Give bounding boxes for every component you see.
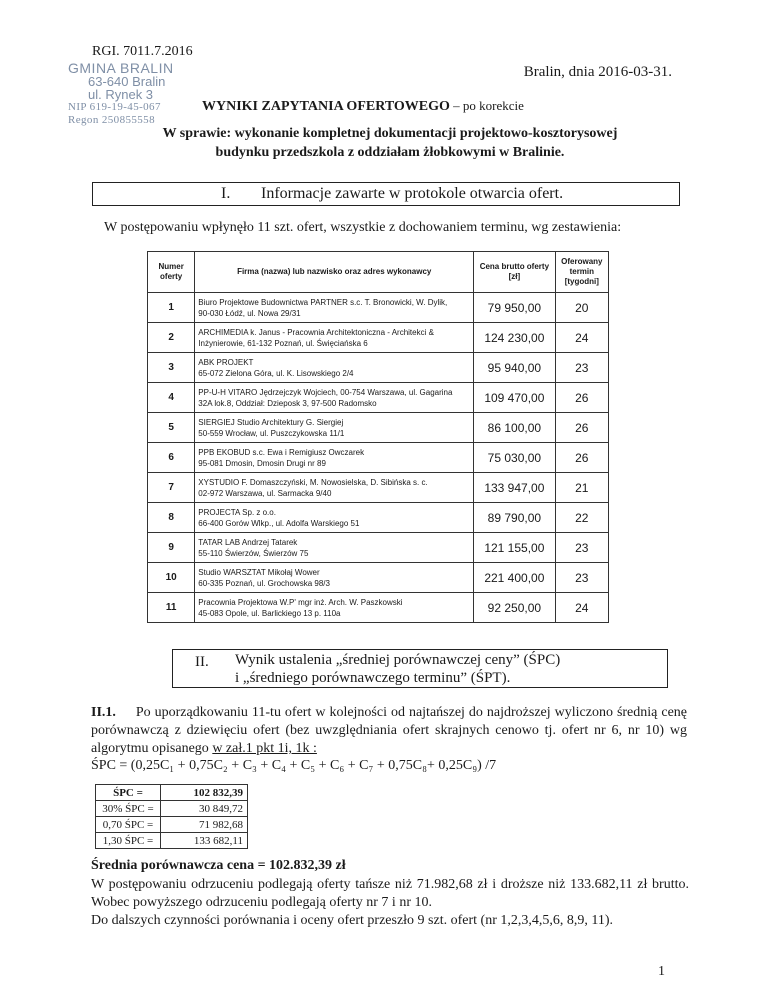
offer-firm [195, 443, 474, 473]
section-2-paragraph [91, 704, 687, 758]
section-1-intro: W postępowaniu wpłynęło 11 szt. ofert, wszystkie z dochowaniem terminu, wg zestawienia: [104, 220, 622, 235]
offer-number: 4 [148, 383, 195, 413]
firm-line: 02-972 Warszawa, ul. Sarmacka 9/40 [198, 488, 332, 498]
header-price: Cena brutto oferty [zł] [474, 252, 556, 293]
offer-term: 20 [555, 293, 608, 323]
stamp-line: GMINA BRALIN [68, 60, 174, 76]
offer-firm [195, 563, 474, 593]
spc-value: 30 849,72 [161, 801, 248, 817]
offer-term: 21 [555, 473, 608, 503]
section-1-heading [92, 182, 680, 206]
table-row [148, 593, 609, 623]
offer-number: 8 [148, 503, 195, 533]
firm-line: 32A lok.8, Oddział: Dzieposk 3, 97-500 Radomsko [198, 398, 377, 408]
subject-line: W sprawie: wykonanie kompletnej dokumentacji projektowo-kosztorysowej [162, 126, 618, 141]
offer-number: 5 [148, 413, 195, 443]
table-row [148, 413, 609, 443]
spc-label: 0,70 ŚPC = [96, 817, 161, 833]
offer-price: 89 790,00 [474, 503, 556, 533]
offer-term: 26 [555, 443, 608, 473]
document-title [202, 98, 524, 115]
firm-line: ARCHIMEDIA k. Janus - Pracownia Architektoniczna - Architekci & [198, 327, 434, 337]
offer-firm [195, 293, 474, 323]
offer-firm [195, 473, 474, 503]
firm-line: PP-U-H VITARO Jędrzejczyk Wojciech, 00-754 Warszawa, ul. Gagarina [198, 387, 453, 397]
spc-row [96, 801, 248, 817]
firm-line: SIERGIEJ Studio Architektury G. Siergiej [198, 417, 344, 427]
spc-label: ŚPC = [96, 785, 161, 801]
spc-value: 133 682,11 [161, 833, 248, 849]
paragraph-label: II.1. [91, 705, 116, 720]
offer-number: 11 [148, 593, 195, 623]
offer-term: 26 [555, 413, 608, 443]
section-title-line: i „średniego porównawczego terminu” (ŚPT). [235, 670, 511, 686]
firm-line: 66-400 Gorów Wlkp., ul. Adolfa Warskiego 51 [198, 518, 360, 528]
offer-firm [195, 323, 474, 353]
firm-line: PROJECTA Sp. z o.o. [198, 507, 276, 517]
table-row [148, 503, 609, 533]
offer-number: 7 [148, 473, 195, 503]
spc-label: 1,30 ŚPC = [96, 833, 161, 849]
spc-row [96, 785, 248, 801]
offer-number: 3 [148, 353, 195, 383]
firm-line: PPB EKOBUD s.c. Ewa i Remigiusz Owczarek [198, 447, 365, 457]
offer-term: 22 [555, 503, 608, 533]
offers-table [147, 251, 609, 623]
firm-line: 50-559 Wrocław, ul. Puszczykowska 11/1 [198, 428, 345, 438]
spc-formula: ŚPC = (0,25C₁ + 0,75C₂ + C₃ + C₄ + C₅ + C₆ + C₇ + 0,75C₈+ 0,25C₉) /7 [91, 758, 497, 773]
offer-number: 2 [148, 323, 195, 353]
offer-price: 86 100,00 [474, 413, 556, 443]
firm-line: ABK PROJEKT [198, 357, 254, 367]
offer-number: 1 [148, 293, 195, 323]
firm-line: Biuro Projektowe Budownictwa PARTNER s.c. T. Bronowicki, W. Dylik, [198, 297, 448, 307]
section-number: I. [221, 185, 231, 202]
offer-term: 24 [555, 323, 608, 353]
stamp-line: NIP 619-19-45-067 [68, 101, 161, 113]
title-suffix: – po korekcie [449, 98, 524, 113]
spc-label: 30% ŚPC = [96, 801, 161, 817]
table-row [148, 323, 609, 353]
offer-firm [195, 383, 474, 413]
offer-number: 6 [148, 443, 195, 473]
offer-firm [195, 353, 474, 383]
conclusion-line: W postępowaniu odrzuceniu podlegają oferty tańsze niż 71.982,68 zł i droższe niż 133.682,11 zł brutto. Wobec powyższego odrzuceniu podlegają oferty nr 7 i nr 10. [91, 877, 689, 910]
offer-price: 75 030,00 [474, 443, 556, 473]
conclusion-line: Do dalszych czynności porównania i oceny ofert przeszło 9 szt. ofert (nr 1,2,3,4,5,6, 8,9, 11). [91, 913, 613, 928]
stamp-line: 63-640 Bralin [88, 74, 166, 89]
header-firm: Firma (nazwa) lub nazwisko oraz adres wykonawcy [195, 252, 474, 293]
firm-line: Studio WARSZTAT Mikołaj Wower [198, 567, 320, 577]
stamp-line: Regon 250855558 [68, 114, 155, 126]
offer-price: 79 950,00 [474, 293, 556, 323]
firm-line: 90-030 Łódź, ul. Nowa 29/31 [198, 308, 301, 318]
spc-value: 102 832,39 [161, 785, 248, 801]
offer-firm [195, 503, 474, 533]
offer-price: 95 940,00 [474, 353, 556, 383]
firm-line: 65-072 Zielona Góra, ul. K. Lisowskiego 2/4 [198, 368, 354, 378]
subject [100, 124, 680, 162]
offer-term: 23 [555, 563, 608, 593]
spc-row [96, 817, 248, 833]
table-row [148, 533, 609, 563]
table-row [148, 383, 609, 413]
paragraph-text: Po uporządkowaniu 11-tu ofert w kolejności od najtańszej do najdroższej wyliczono średnią cenę porównawczą z dziewięciu ofert (bez uwzględniania ofert skrajnych cenowo tj. ofert nr 6, nr 10) wg algorytmu opisanego [91, 705, 687, 756]
firm-line: Inżynierowie, 61-132 Poznań, ul. Święciańska 6 [198, 338, 368, 348]
title-main: WYNIKI ZAPYTANIA OFERTOWEGO [202, 99, 450, 114]
municipality-stamp [68, 62, 174, 127]
offer-term: 23 [555, 353, 608, 383]
offer-term: 23 [555, 533, 608, 563]
firm-line: TATAR LAB Andrzej Tatarek [198, 537, 298, 547]
header-term: Oferowany termin [tygodni] [555, 252, 608, 293]
spc-value: 71 982,68 [161, 817, 248, 833]
conclusion-text [91, 876, 689, 930]
document-reference: RGI. 7011.7.2016 [92, 44, 193, 59]
firm-line: 55-110 Świerzów, Świerzów 75 [198, 548, 309, 558]
firm-line: XYSTUDIO F. Domaszczyński, M. Nowosielska, D. Sibińska s. c. [198, 477, 428, 487]
subject-line: budynku przedszkola z oddziałam żłobkowymi w Bralinie. [215, 145, 565, 160]
offer-number: 9 [148, 533, 195, 563]
offer-price: 133 947,00 [474, 473, 556, 503]
page-number: 1 [658, 964, 665, 979]
offer-number: 10 [148, 563, 195, 593]
table-row [148, 563, 609, 593]
offer-firm [195, 593, 474, 623]
stamp-line: ul. Rynek 3 [88, 87, 154, 102]
offer-term: 26 [555, 383, 608, 413]
section-title-line: Wynik ustalenia „średniej porównawczej ceny” (ŚPC) [235, 652, 561, 668]
firm-line: Pracownia Projektowa W.P' mgr inż. Arch. W. Paszkowski [198, 597, 403, 607]
firm-line: 60-335 Poznań, ul. Grochowska 98/3 [198, 578, 330, 588]
offer-firm [195, 413, 474, 443]
offer-price: 109 470,00 [474, 383, 556, 413]
average-price: Średnia porównawcza cena = 102.832,39 zł [91, 858, 346, 873]
table-row [148, 293, 609, 323]
table-row [148, 443, 609, 473]
spc-row [96, 833, 248, 849]
firm-line: 45-083 Opole, ul. Barlickiego 13 p. 110a [198, 608, 341, 618]
offer-price: 124 230,00 [474, 323, 556, 353]
section-title: Informacje zawarte w protokole otwarcia ofert. [261, 185, 564, 202]
spc-table [95, 784, 248, 849]
table-header-row [148, 252, 609, 293]
offer-firm [195, 533, 474, 563]
offer-price: 221 400,00 [474, 563, 556, 593]
table-row [148, 353, 609, 383]
section-2-heading [172, 649, 668, 688]
firm-line: 95-081 Dmosin, Dmosin Drugi nr 89 [198, 458, 326, 468]
attachment-reference: w zał.1 pkt 1i, 1k : [212, 741, 317, 756]
section-number: II. [195, 654, 209, 670]
header-no: Numer oferty [148, 252, 195, 293]
offer-price: 92 250,00 [474, 593, 556, 623]
table-row [148, 473, 609, 503]
offer-price: 121 155,00 [474, 533, 556, 563]
offer-term: 24 [555, 593, 608, 623]
place-date: Bralin, dnia 2016-03-31. [523, 64, 672, 80]
